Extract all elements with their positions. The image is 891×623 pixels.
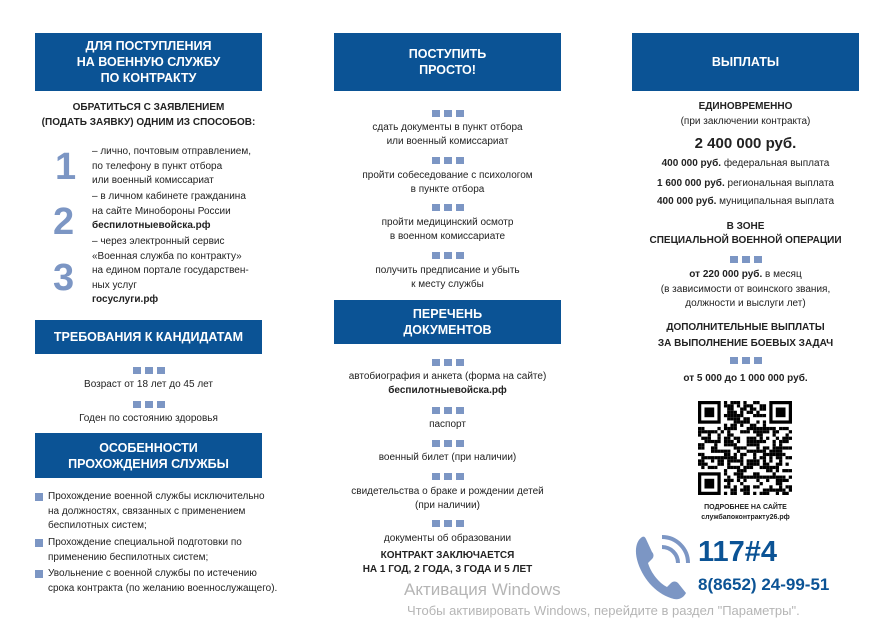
text-line: или военный комиссариат [386,136,509,147]
monthly-pay [632,268,859,282]
text-line: в пункте отбора [410,184,485,195]
text-line: сдать документы в пункт отбора [372,122,523,133]
text-line: беспилотных систем; [48,520,147,531]
document-item: военный билет (при наличии) [378,452,517,463]
method-text [92,145,251,189]
squares-icon [35,401,262,408]
method-text [92,190,246,234]
feature-item [35,567,277,596]
header-line: ПЕРЕЧЕНЬ [412,307,483,321]
squares-icon [334,440,561,447]
squares-icon [632,357,859,364]
right-column [632,0,859,623]
squares-icon [334,520,561,527]
feature-item [35,490,265,534]
text-line: автобиография и анкета (форма на сайте) [348,371,547,382]
text-line: Прохождение военной службы исключительно [48,491,265,502]
header-line: ОСОБЕННОСТИ [99,440,198,455]
text-line: «Военная служба по контракту» [92,250,242,262]
text-line: (при наличии) [415,500,480,511]
step [334,169,561,197]
text-line: на должностях, связанных с применением [48,505,246,517]
header-documents [334,300,561,344]
windows-activation-text: Чтобы активировать Windows, перейдите в раздел "Параметры". [407,603,800,618]
lump-title: ЕДИНОВРЕМЕННО [698,101,793,112]
step [334,264,561,292]
header-line: ДОКУМЕНТОВ [403,323,492,337]
apply-title: ОБРАТИТЬСЯ С ЗАЯВЛЕНИЕМ [72,102,225,113]
header-line: ПО КОНТРАКТУ [100,71,197,85]
amount: 1 600 000 руб. [657,178,725,189]
site-link[interactable]: беспилотныевойска.рф [92,220,211,231]
text-line: ных услуг [92,279,137,291]
text-line: – лично, почтовым отправлением, [92,146,252,157]
label: федеральная выплата [721,158,830,169]
payment-part [632,195,859,209]
qr-site[interactable]: службапоконтракту26.рф [701,514,790,521]
squares-icon [334,359,561,366]
qr-code[interactable] [698,401,792,495]
header-apply [35,33,262,91]
text-line: к месту службы [411,279,484,290]
feature-item [35,536,242,565]
squares-icon [35,367,262,374]
text-line: по телефону в пункт отбора [92,160,223,172]
squares-icon [334,407,561,414]
requirement: Возраст от 18 лет до 45 лет [84,379,213,390]
windows-activation-title: Активация Windows [404,580,561,599]
text-line: пройти собеседование с психологом [362,170,533,181]
header-line: ПРОСТО! [419,63,476,77]
short-number[interactable]: 117#4 [698,536,778,568]
step [334,121,561,149]
squares-icon [632,256,859,263]
text-line: пройти медицинский осмотр [381,217,514,228]
lump-note: (при заключении контракта) [680,116,811,127]
text-line: НА 1 ГОД, 2 ГОДА, 3 ГОДА И 5 ЛЕТ [362,564,533,575]
text-line: на сайте Минобороны России [92,205,231,217]
document-item [334,370,561,398]
left-column [35,0,278,623]
text-line: применению беспилотных систем; [48,551,209,563]
contract-terms [334,549,561,577]
qr-caption: ПОДРОБНЕЕ НА САЙТЕ [704,504,787,511]
middle-column [334,0,561,623]
requirement: Годен по состоянию здоровья [79,413,218,424]
apply-title: (ПОДАТЬ ЗАЯВКУ) ОДНИМ ИЗ СПОСОБОВ: [41,117,256,128]
amount: 400 000 руб. [656,196,717,207]
site-link[interactable]: беспилотныевойска.рф [388,385,507,396]
text-line: или военный комиссариат [92,175,214,186]
method-number: 1 [55,146,77,188]
extra-amount: от 5 000 до 1 000 000 руб. [683,373,808,384]
text-line: должности и выслуги лет) [685,298,806,309]
site-link[interactable]: госуслуги.рф [92,294,159,305]
text-line: Прохождение специальной подготовки по [48,537,242,548]
squares-icon [334,157,561,164]
payment-part [632,177,859,191]
lump-total: 2 400 000 руб. [694,135,797,152]
text-line: ДОПОЛНИТЕЛЬНЫЕ ВЫПЛАТЫ [666,322,825,333]
payment-part [632,157,859,171]
header-line: ПОСТУПИТЬ [408,47,487,61]
header-easy [334,33,561,91]
document-item: паспорт [429,419,466,430]
text-line: (в зависимости от воинского звания, [660,284,831,295]
monthly-note [632,283,859,311]
extra-title [632,320,859,352]
method-number: 2 [53,201,75,243]
text-line: КОНТРАКТ ЗАКЛЮЧАЕТСЯ [380,550,515,561]
document-item [334,485,561,513]
header-requirements: ТРЕБОВАНИЯ К КАНДИДАТАМ [35,320,262,354]
squares-icon [334,473,561,480]
header-payments: ВЫПЛАТЫ [632,33,859,91]
text-line: СПЕЦИАЛЬНОЙ ВОЕННОЙ ОПЕРАЦИИ [649,235,842,246]
amount: от 220 000 руб. [689,269,763,280]
squares-icon [334,110,561,117]
document-item: документы об образовании [383,533,512,544]
text-line: срока контракта (по желанию военнослужащего). [48,582,278,594]
text-line: – через электронный сервис [92,236,225,247]
text-line: в военном комиссариате [389,231,506,242]
label: региональная выплата [724,178,834,189]
amount: 400 000 руб. [661,158,722,169]
squares-icon [334,252,561,259]
phone-icon [632,533,692,601]
text-line: на едином портале государствен- [92,265,249,276]
text-line: В ЗОНЕ [726,221,765,232]
text-line: – в личном кабинете гражданина [92,191,246,202]
header-line: ПРОХОЖДЕНИЯ СЛУЖБЫ [68,456,229,471]
svo-title [632,220,859,248]
squares-icon [334,204,561,211]
label: муниципальная выплата [716,196,835,207]
text-line: свидетельства о браке и рождении детей [351,486,544,497]
phone-number[interactable]: 8(8652) 24-99-51 [698,575,830,594]
label: в месяц [762,269,802,280]
header-features [35,433,262,478]
step [334,216,561,244]
header-line: НА ВОЕННУЮ СЛУЖБУ [76,55,221,69]
method-text [92,235,249,308]
header-line: ДЛЯ ПОСТУПЛЕНИЯ [85,39,212,53]
method-number: 3 [53,257,75,299]
text-line: получить предписание и убыть [375,265,520,276]
text-line: ЗА ВЫПОЛНЕНИЕ БОЕВЫХ ЗАДАЧ [657,338,834,349]
text-line: Увольнение с военной службы по истечению [48,568,257,579]
